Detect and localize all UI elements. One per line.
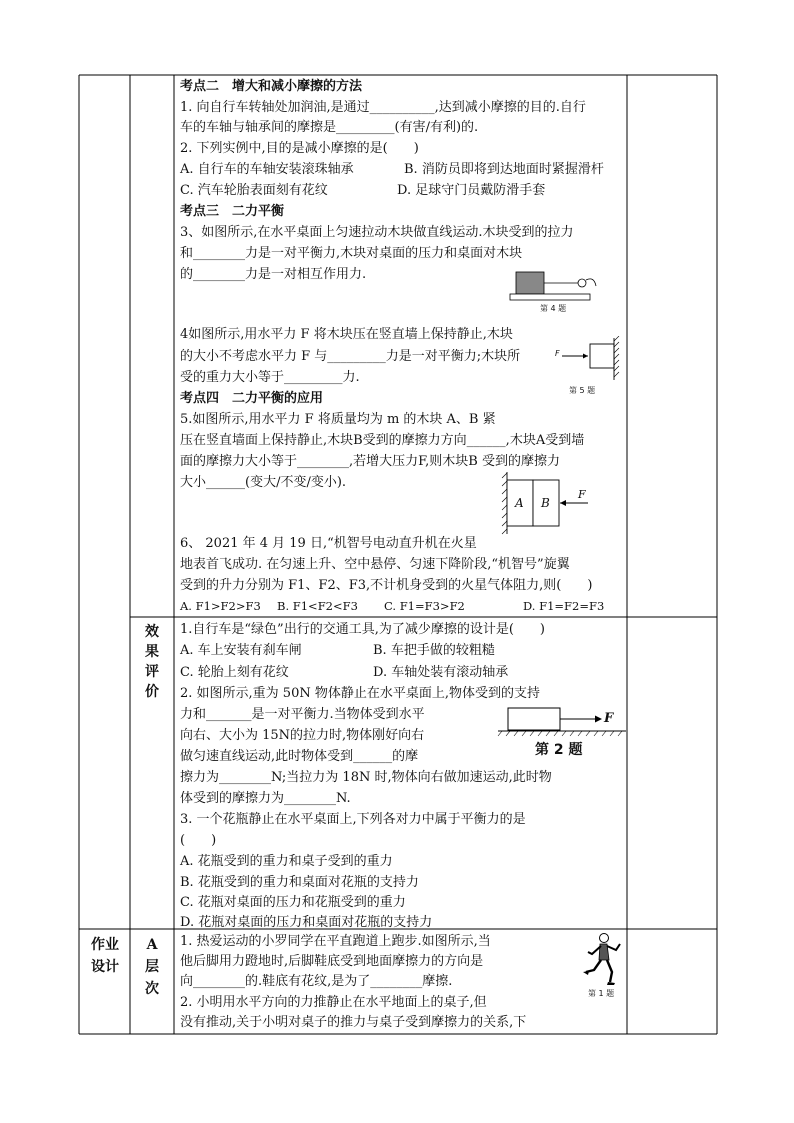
q2-stem: 2. 下列实例中,目的是减小摩擦的是( ) [180, 141, 419, 156]
q6-option-d: D. F1=F2=F3 [523, 599, 605, 613]
figure-q5-block-on-wall [552, 336, 628, 382]
eval-q3-option-d: D. 花瓶对桌面的压力和桌面对花瓶的支持力 [180, 915, 433, 930]
hw-q1-line1: 1. 热爱运动的小罗同学在平直跑道上跑步.如图所示,当 [180, 934, 491, 949]
q5-line4: 大小______(变大/不变/变小). [180, 475, 347, 490]
figure-block-a-label: A [515, 496, 524, 510]
q4-line3: 受的重力大小等于_________力. [180, 370, 360, 385]
effect-evaluation-label: 效 果 评 价 [145, 624, 159, 700]
eval-q2-line4: 做匀速直线运动,此时物体受到______的摩 [180, 749, 419, 764]
eval-q1-option-c: C. 轮胎上刻有花纹 [180, 665, 289, 680]
q4-line1: 4如图所示,用水平力 F 将木块压在竖直墙上保持静止,木块 [180, 327, 513, 342]
q6-line1: 6、 2021 年 4 月 19 日,“机智号电动直升机在火星 [180, 536, 477, 551]
eval-q1-option-a: A. 车上安装有刹车闸 [180, 643, 302, 658]
eval-q2-line3: 向右、大小为 15N的拉力时,物体刚好向右 [180, 728, 425, 743]
section2-heading: 考点二 增大和减小摩擦的方法 [180, 79, 363, 94]
eval-q1-option-d: D. 车轴处装有滚动轴承 [373, 665, 509, 680]
q4-line2: 的大小不考虑水平力 F 与_________力是一对平衡力;木块所 [180, 349, 521, 364]
q3-line3: 的________力是一对相互作用力. [180, 267, 367, 282]
q6-option-b: B. F1<F2<F3 [277, 599, 358, 613]
figure-eval-q2-force-label: F [604, 711, 614, 726]
figure-hw-q1-caption: 第 1 题 [588, 989, 615, 998]
homework-design-label: 作业 设计 [91, 937, 119, 975]
figure-eval-q2-caption: 第 2 题 [535, 742, 583, 758]
eval-q3-paren: ( ) [180, 833, 217, 848]
q3-line2: 和________力是一对平衡力,木块对桌面的压力和桌面对木块 [180, 246, 523, 261]
hw-q1-line2: 他后脚用力蹬地时,后脚鞋底受到地面摩擦力的方向是 [180, 954, 484, 969]
q3-line1: 3、如图所示,在水平桌面上匀速拉动木块做直线运动.木块受到的拉力 [180, 225, 574, 240]
hw-q2-line1: 2. 小明用水平方向的力推静止在水平地面上的桌子,但 [180, 995, 487, 1010]
figure-block-b-label: B [541, 496, 550, 510]
q6-option-c: C. F1=F3>F2 [384, 599, 465, 613]
q5-line2: 压在竖直墙面上保持静止,木块B受到的摩擦力方向______,木块A受到墙 [180, 433, 585, 448]
eval-q1-option-b: B. 车把手做的较粗糙 [373, 643, 495, 658]
eval-q3-option-a: A. 花瓶受到的重力和桌子受到的重力 [180, 854, 393, 869]
q2-option-d: D. 足球守门员戴防滑手套 [397, 183, 546, 198]
q6-option-a: A. F1>F2>F3 [180, 599, 261, 613]
eval-q2-line6: 体受到的摩擦力为________N. [180, 791, 351, 806]
q2-option-c: C. 汽车轮胎表面刻有花纹 [180, 183, 328, 198]
eval-q2-line2: 力和_______是一对平衡力.当物体受到水平 [180, 707, 425, 722]
eval-q1-stem: 1.自行车是“绿色”出行的交通工具,为了减少摩擦的设计是( ) [180, 622, 545, 637]
hw-q2-line2: 没有推动,关于小明对桌子的推力与桌子受到摩擦力的关系,下 [180, 1015, 527, 1030]
figure-q5-force-label: F [555, 349, 560, 358]
q5-line1: 5.如图所示,用水平力 F 将质量均为 m 的木块 A、B 紧 [180, 412, 496, 427]
level-a-label: A 层 次 [145, 937, 159, 997]
section3-heading: 考点三 二力平衡 [180, 204, 285, 219]
eval-q2-line5: 擦力为________N;当拉力为 18N 时,物体向右做加速运动,此时物 [180, 770, 552, 785]
q2-option-b: B. 消防员即将到达地面时紧握滑杆 [404, 162, 604, 177]
figure-q4-caption: 第 4 题 [540, 304, 567, 313]
q1-line1: 1. 向自行车转轴处加润油,是通过__________,达到减小摩擦的目的.自行 [180, 100, 586, 115]
hw-q1-line3: 向________的.鞋底有花纹,是为了________摩擦. [180, 974, 453, 989]
q2-option-a: A. 自行车的车轴安装滚珠轴承 [180, 162, 354, 177]
eval-q3-stem: 3. 一个花瓶静止在水平桌面上,下列各对力中属于平衡力的是 [180, 812, 526, 827]
q6-line3: 受到的升力分别为 F1、F2、F3,不计机身受到的火星气体阻力,则( ) [180, 578, 593, 593]
q1-line2: 车的车轴与轴承间的摩擦是_________(有害/有利)的. [180, 120, 479, 135]
figure-force-label: F [578, 488, 586, 501]
eval-q3-option-b: B. 花瓶受到的重力和桌面对花瓶的支持力 [180, 875, 419, 890]
q6-line2: 地表首飞成功. 在匀速上升、空中悬停、匀速下降阶段,“机智号”旋翼 [180, 557, 570, 572]
eval-q3-option-c: C. 花瓶对桌面的压力和花瓶受到的重力 [180, 895, 406, 910]
figure-hw-q1-runner [580, 932, 626, 988]
eval-q2-line1: 2. 如图所示,重为 50N 物体静止在水平桌面上,物体受到的支持 [180, 686, 540, 701]
q5-line3: 面的摩擦力大小等于________,若增大压力F,则木块B 受到的摩擦力 [180, 454, 560, 469]
figure-q5-caption: 第 5 题 [569, 386, 596, 395]
section4-heading: 考点四 二力平衡的应用 [180, 391, 324, 406]
